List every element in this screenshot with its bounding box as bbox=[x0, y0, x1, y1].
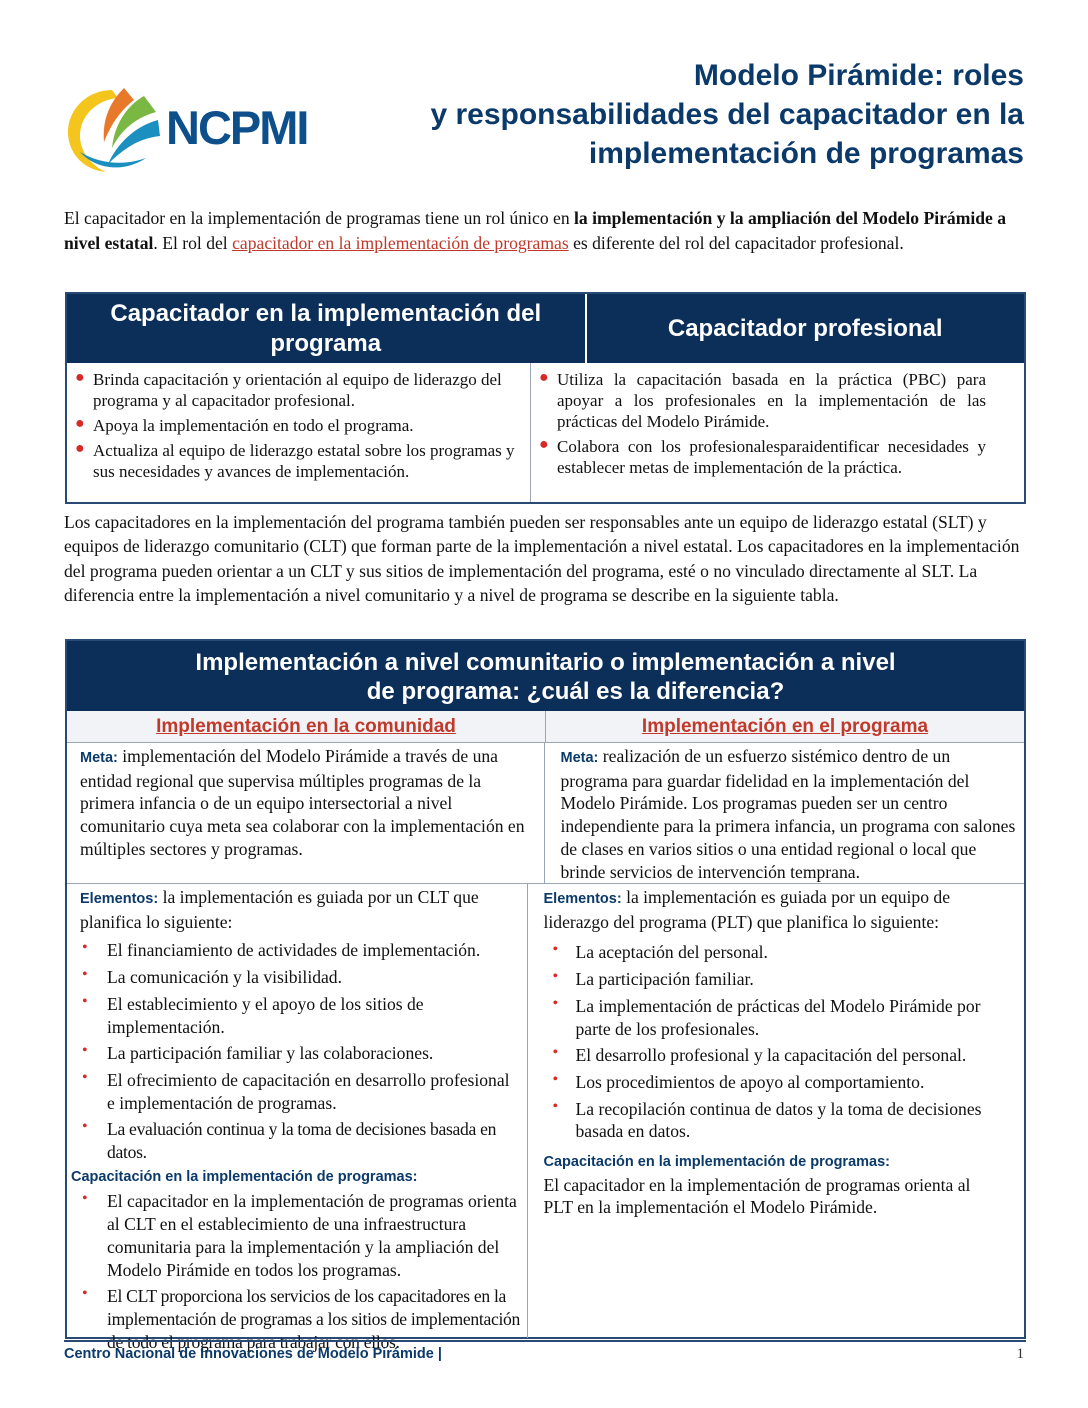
program-goal-text: realización de un esfuerzo sistémico dentro de un programa para guardar fidelidad en la implementación del Modelo Pirámide. Los programas pueden ser un centro independiente para la primera infancia, un programa con salones de clases en varios sitios o una entidad regional o local que brinde servicios de intervención temprana. bbox=[560, 746, 1016, 882]
elements-row bbox=[67, 884, 1024, 1352]
list-item bbox=[75, 415, 522, 436]
list-item bbox=[80, 966, 521, 989]
bullet-icon: ● bbox=[75, 440, 85, 457]
list-item bbox=[544, 1044, 985, 1067]
list-item-text: Colabora con los profesionalesparaidentificar necesidades y establecer metas de implementación de la práctica. bbox=[557, 437, 986, 477]
footer-divider bbox=[64, 1340, 1026, 1342]
list-item bbox=[80, 1042, 521, 1065]
bullet-icon: ● bbox=[75, 415, 85, 432]
bullet-icon: ● bbox=[539, 436, 549, 453]
bullet-icon: • bbox=[82, 1118, 88, 1136]
list-item-text: El desarrollo profesional y la capacitación del personal. bbox=[575, 1045, 967, 1066]
goal-label: Meta: bbox=[80, 750, 118, 766]
list-item-text: Los procedimientos de apoyo al comportamiento. bbox=[575, 1071, 925, 1092]
community-elements-intro: la implementación es guiada por un CLT que planifica lo siguiente: bbox=[80, 887, 479, 932]
program-elements-cell bbox=[528, 884, 1025, 1338]
list-item-text: Actualiza al equipo de liderazgo estatal sobre los programas y sus necesidades y avances de implementación. bbox=[93, 441, 515, 481]
list-item-text: La aceptación del personal. bbox=[575, 942, 768, 963]
bullet-icon: • bbox=[552, 994, 559, 1012]
list-item-text: El CLT proporciona los servicios de los capacitadores en la implementación de programas a los sitios de implementación de todo el programa para trabajar con ellos. bbox=[107, 1286, 521, 1352]
bullet-icon: • bbox=[82, 992, 88, 1010]
intro-text-3: es diferente del rol del capacitador profesional. bbox=[568, 232, 904, 253]
intro-bold: la implementación y la ampliación del Modelo Pirámide a nivel estatal bbox=[64, 208, 1007, 253]
page-title bbox=[324, 56, 1024, 173]
bullet-icon: • bbox=[552, 1097, 559, 1115]
bullet-icon: • bbox=[82, 939, 88, 957]
bullet-icon: • bbox=[82, 1285, 88, 1303]
program-goal-cell bbox=[545, 743, 1025, 883]
list-item bbox=[544, 968, 985, 991]
list-item bbox=[80, 939, 521, 962]
goal-row bbox=[67, 743, 1024, 884]
program-elements-list bbox=[544, 941, 985, 1143]
list-item-text: Brinda capacitación y orientación al equipo de liderazgo del programa y al capacitador profesional. bbox=[93, 370, 502, 410]
bullet-icon: • bbox=[552, 1044, 559, 1062]
intro-text-2: . El rol del bbox=[153, 232, 233, 253]
banner-line-2: de programa: ¿cuál es la diferencia? bbox=[366, 678, 785, 705]
list-item bbox=[544, 1098, 985, 1143]
goal-label: Meta: bbox=[560, 750, 599, 766]
list-item bbox=[80, 1118, 521, 1163]
list-item-text: La participación familiar y las colaboraciones. bbox=[107, 1043, 434, 1064]
bullet-icon: • bbox=[552, 1070, 559, 1088]
bullet-icon: • bbox=[82, 1068, 88, 1086]
community-goal-text: implementación del Modelo Pirámide a través de una entidad regional que supervisa múltiples programas de la primera infancia o de un equipo intersectorial a nivel comunitario cuya meta sea colaborar con la implementación en múltiples sectores y programas. bbox=[80, 746, 525, 859]
practice-coach-column bbox=[531, 363, 1024, 502]
community-implementation-heading[interactable]: Implementación en la comunidad bbox=[67, 711, 546, 742]
intro-text-1: El capacitador en la implementación de programas tiene un rol único en bbox=[64, 208, 575, 228]
bullet-icon: • bbox=[82, 1042, 88, 1060]
list-item-text: El capacitador en la implementación de programas orienta al CLT en el establecimiento de una infraestructura comunitaria para la implementación y la ampliación del Modelo Pirámide en todos los programas. bbox=[107, 1191, 517, 1280]
bullet-icon: • bbox=[552, 941, 559, 959]
intro-paragraph bbox=[64, 206, 1024, 255]
list-item-text: La recopilación continua de datos y la toma de decisiones basada en datos. bbox=[575, 1098, 982, 1142]
ncpmi-logo bbox=[62, 82, 312, 176]
implementation-difference-table bbox=[65, 639, 1026, 1352]
banner-line-1: Implementación a nivel comunitario o implementación a nivel bbox=[195, 649, 896, 676]
list-item bbox=[80, 1285, 521, 1353]
capacitador-link[interactable]: capacitador en la implementación de programas bbox=[232, 232, 569, 253]
program-implementation-heading[interactable]: Implementación en el programa bbox=[641, 716, 929, 737]
difference-table-banner bbox=[67, 641, 1024, 711]
bullet-icon: • bbox=[82, 1190, 88, 1208]
community-coaching-list bbox=[80, 1190, 521, 1353]
elements-label: Elementos: bbox=[543, 891, 622, 907]
list-item-text: El ofrecimiento de capacitación en desarrollo profesional e implementación de programas. bbox=[107, 1069, 510, 1113]
list-item-text: La comunicación y la visibilidad. bbox=[107, 967, 343, 988]
page-number: 1 bbox=[1016, 1346, 1024, 1362]
list-item-text: Apoya la implementación en todo el programa. bbox=[93, 416, 414, 435]
bullet-icon: • bbox=[82, 966, 88, 984]
program-elements-intro: la implementación es guiada por un equipo de liderazgo del programa (PLT) que planifica lo siguiente: bbox=[543, 887, 950, 932]
bullet-icon: ● bbox=[75, 369, 85, 386]
header-program-coach: Capacitador en la implementación del programa bbox=[67, 294, 587, 363]
middle-paragraph: Los capacitadores en la implementación del programa también pueden ser responsables ante un equipo de liderazgo estatal (SLT) y equipos de liderazgo comunitario (CLT) que forman parte de la implementación a nivel estatal. Los capacitadores en la implementación del programa pueden orientar a un CLT y sus sitios de implementación del programa, esté o no vinculado directamente al SLT. La diferencia entre la implementación a nivel comunitario y a nivel de programa se describe en la siguiente tabla. bbox=[64, 512, 1020, 606]
coaching-label: Capacitación en la implementación de programas: bbox=[71, 1168, 418, 1185]
coaching-label: Capacitación en la implementación de programas: bbox=[543, 1154, 890, 1171]
list-item bbox=[539, 436, 986, 478]
roles-comparison-table bbox=[65, 292, 1026, 504]
list-item bbox=[544, 995, 985, 1040]
community-goal-cell bbox=[67, 743, 545, 883]
bullet-icon: • bbox=[552, 968, 559, 986]
logo-wordmark: NCPMI bbox=[166, 101, 308, 154]
ncpmi-swirl-icon bbox=[62, 82, 162, 176]
list-item bbox=[544, 1071, 985, 1094]
community-elements-cell bbox=[67, 884, 528, 1352]
bullet-icon: ● bbox=[539, 369, 549, 386]
difference-table-subheader bbox=[67, 711, 1024, 743]
list-item-text: El establecimiento y el apoyo de los sitios de implementación. bbox=[107, 993, 424, 1037]
roles-table-body bbox=[67, 363, 1024, 502]
list-item bbox=[80, 1190, 521, 1281]
list-item bbox=[75, 440, 522, 482]
program-coach-column bbox=[67, 363, 531, 502]
title-line-3: implementación de programas bbox=[588, 137, 1024, 170]
list-item bbox=[80, 993, 521, 1038]
list-item-text: La participación familiar. bbox=[575, 969, 754, 990]
elements-label: Elementos: bbox=[80, 891, 159, 907]
title-line-2: y responsabilidades del capacitador en la bbox=[430, 98, 1024, 131]
community-elements-list bbox=[80, 939, 521, 1163]
list-item-text: La implementación de prácticas del Modelo Pirámide por parte de los profesionales. bbox=[575, 995, 981, 1039]
list-item-text: Utiliza la capacitación basada en la práctica (PBC) para apoyar a los profesionales en la implementación de las prácticas del Modelo Pirámide. bbox=[557, 370, 986, 431]
list-item bbox=[75, 369, 522, 411]
footer-org: Centro Nacional de Innovaciones de Modelo Pirámide | bbox=[64, 1346, 442, 1362]
list-item-text: El financiamiento de actividades de implementación. bbox=[107, 940, 481, 961]
program-coaching-text: El capacitador en la implementación de programas orienta al PLT en la implementación el Modelo Pirámide. bbox=[543, 1174, 971, 1218]
list-item-text: La evaluación continua y la toma de decisiones basada en datos. bbox=[107, 1119, 497, 1163]
list-item bbox=[539, 369, 986, 432]
list-item bbox=[80, 1069, 521, 1114]
header-practice-coach: Capacitador profesional bbox=[667, 314, 943, 342]
title-line-1: Modelo Pirámide: roles bbox=[693, 59, 1024, 92]
list-item bbox=[544, 941, 985, 964]
roles-table-header bbox=[67, 294, 1024, 363]
